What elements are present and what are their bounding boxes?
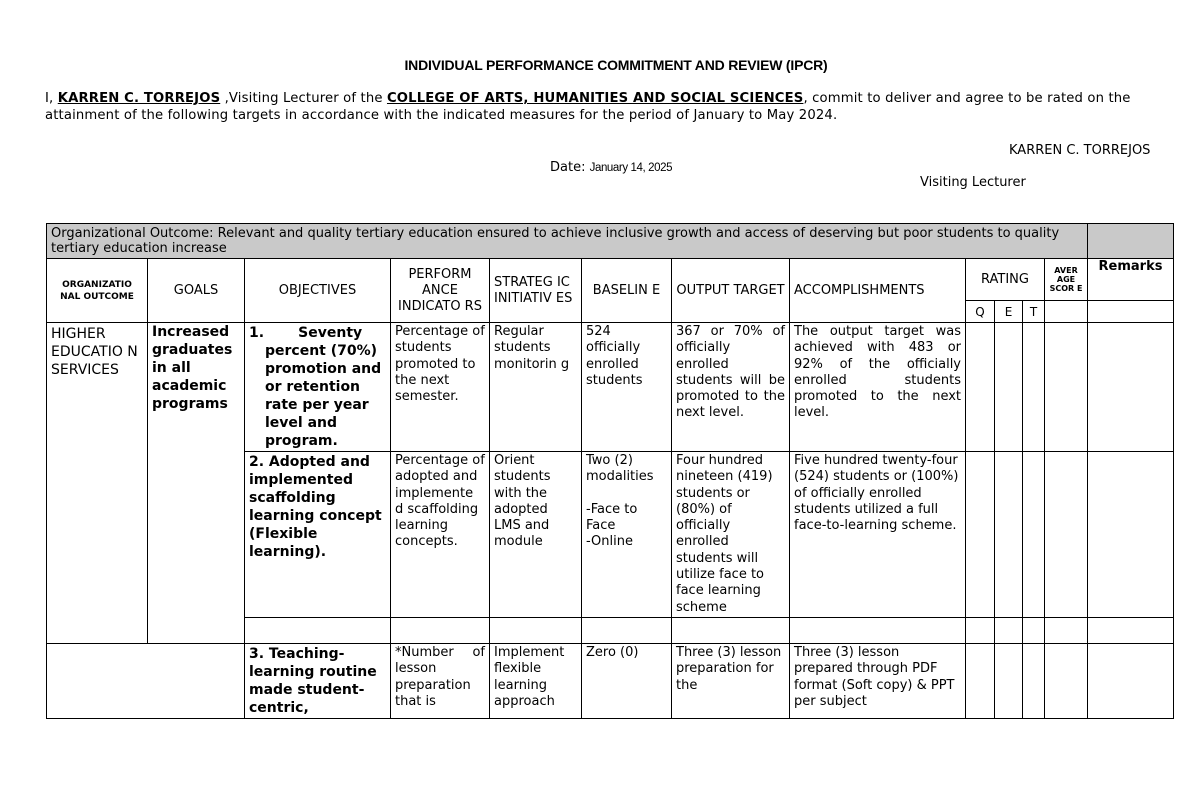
objective-cell	[245, 617, 391, 643]
initiative-cell	[490, 617, 582, 643]
header-org-outcome: ORGANIZATIO NAL OUTCOME	[47, 259, 148, 323]
rating-t-cell	[1023, 643, 1045, 718]
objective-cell: 1. Seventy percent (70%) promotion and or retention rate per year level and program.	[245, 323, 391, 452]
initiative-cell: Implement flexible learning approach	[490, 643, 582, 718]
rating-e-cell	[995, 643, 1023, 718]
org-outcome-value: HIGHER EDUCATIO N SERVICES	[47, 323, 148, 644]
rating-e-cell	[995, 617, 1023, 643]
indicator-cell	[391, 617, 490, 643]
page-title: INDIVIDUAL PERFORMANCE COMMITMENT AND REVIEW (IPCR)	[404, 57, 828, 73]
header-rating-q: Q	[966, 301, 995, 323]
rating-q-cell	[966, 323, 995, 452]
accomplishment-cell: Three (3) lesson prepared through PDF format (Soft copy) & PPT per subject	[790, 643, 966, 718]
rating-t-cell	[1023, 617, 1045, 643]
remarks-subheader-blank	[1088, 301, 1174, 323]
header-baseline: BASELIN E	[582, 259, 672, 323]
commitment-statement	[45, 90, 1175, 124]
remarks-cell	[1088, 323, 1174, 452]
output-target-cell	[672, 617, 790, 643]
table-row	[47, 323, 1174, 452]
date-label: Date:	[550, 160, 590, 175]
initiative-cell: Regular students monitorin g	[490, 323, 582, 452]
header-performance-indicators: PERFORM ANCE INDICATO RS	[391, 259, 490, 323]
college-name: COLLEGE OF ARTS, HUMANITIES AND SOCIAL SCIENCES	[386, 91, 804, 106]
initiative-cell: Orient students with the adopted LMS and module	[490, 452, 582, 618]
date-line	[550, 160, 672, 175]
header-objectives: OBJECTIVES	[245, 259, 391, 323]
date-value: January 14, 2025	[589, 162, 673, 174]
rating-q-cell	[966, 452, 995, 618]
indicator-cell: Percentage of students promoted to the next semester.	[391, 323, 490, 452]
remarks-cell	[1088, 452, 1174, 618]
header-output-target: OUTPUT TARGET	[672, 259, 790, 323]
org-goal-continuation	[47, 643, 245, 718]
header-remarks: Remarks	[1088, 259, 1174, 301]
output-target-cell: Four hundred nineteen (419) students or (80%) of officially enrolled students will utilize face to face learning scheme	[672, 452, 790, 618]
baseline-cell	[582, 452, 672, 618]
ipcr-table	[46, 223, 1174, 719]
baseline-cell: Zero (0)	[582, 643, 672, 718]
header-average-score: AVER AGE SCOR E	[1045, 259, 1088, 301]
indicator-cell: Percentage of adopted and implemente d scaffolding learning concepts.	[391, 452, 490, 618]
objective-cell: 3. Teaching-learning routine made student-centric,	[245, 643, 391, 718]
average-subheader-blank	[1045, 301, 1088, 323]
output-target-cell: Three (3) lesson preparation for the	[672, 643, 790, 718]
baseline-modalities: Two (2) modalities	[586, 453, 654, 485]
accomplishment-cell	[790, 617, 966, 643]
output-target-cell: 367 or 70% of officially enrolled students will be promoted to the next level.	[672, 323, 790, 452]
rating-e-cell	[995, 323, 1023, 452]
employee-name: KARREN C. TORREJOS	[57, 91, 221, 106]
org-outcome-blank	[1088, 224, 1174, 259]
rating-q-cell	[966, 617, 995, 643]
objective-cell: 2. Adopted and implemented scaffolding learning concept (Flexible learning).	[245, 452, 391, 618]
signatory-name: KARREN C. TORREJOS	[1009, 143, 1151, 158]
intro-prefix: I,	[45, 91, 58, 106]
remarks-cell	[1088, 643, 1174, 718]
baseline-face-to-face: -Face to Face	[586, 501, 638, 533]
accomplishment-cell: Five hundred twenty-four (524) students or (100%) of officially enrolled students utilized a full face-to-learning scheme.	[790, 452, 966, 618]
signatory-position: Visiting Lecturer	[920, 175, 1026, 190]
header-rating-e: E	[995, 301, 1023, 323]
rating-q-cell	[966, 643, 995, 718]
indicator-cell: *Number of lesson preparation that is	[391, 643, 490, 718]
rating-t-cell	[1023, 323, 1045, 452]
average-cell	[1045, 323, 1088, 452]
rating-e-cell	[995, 452, 1023, 618]
header-rating-t: T	[1023, 301, 1045, 323]
intro-suffix: , commit to deliver and agree to be rated on the attainment of the following targets in accordance with the indicated measures for the period of January to May 2024.	[45, 91, 1131, 123]
intro-middle: ,Visiting Lecturer of the	[220, 91, 387, 106]
baseline-online: -Online	[586, 534, 633, 550]
header-accomplishments: ACCOMPLISHMENTS	[790, 259, 966, 323]
header-goals: GOALS	[148, 259, 245, 323]
header-rating: RATING	[966, 259, 1045, 301]
average-cell	[1045, 452, 1088, 618]
remarks-cell	[1088, 617, 1174, 643]
baseline-cell: 524 officially enrolled students	[582, 323, 672, 452]
table-row	[47, 643, 1174, 718]
header-strategic-initiatives: STRATEG IC INITIATIV ES	[490, 259, 582, 323]
organizational-outcome: Organizational Outcome: Relevant and quality tertiary education ensured to achieve inclusive growth and access of deserving but poor students to quality tertiary education increase	[47, 224, 1088, 259]
goal-value: Increased graduates in all academic programs	[148, 323, 245, 644]
accomplishment-cell: The output target was achieved with 483 or 92% of the officially enrolled students promoted to the next level.	[790, 323, 966, 452]
baseline-cell	[582, 617, 672, 643]
rating-t-cell	[1023, 452, 1045, 618]
average-cell	[1045, 643, 1088, 718]
average-cell	[1045, 617, 1088, 643]
